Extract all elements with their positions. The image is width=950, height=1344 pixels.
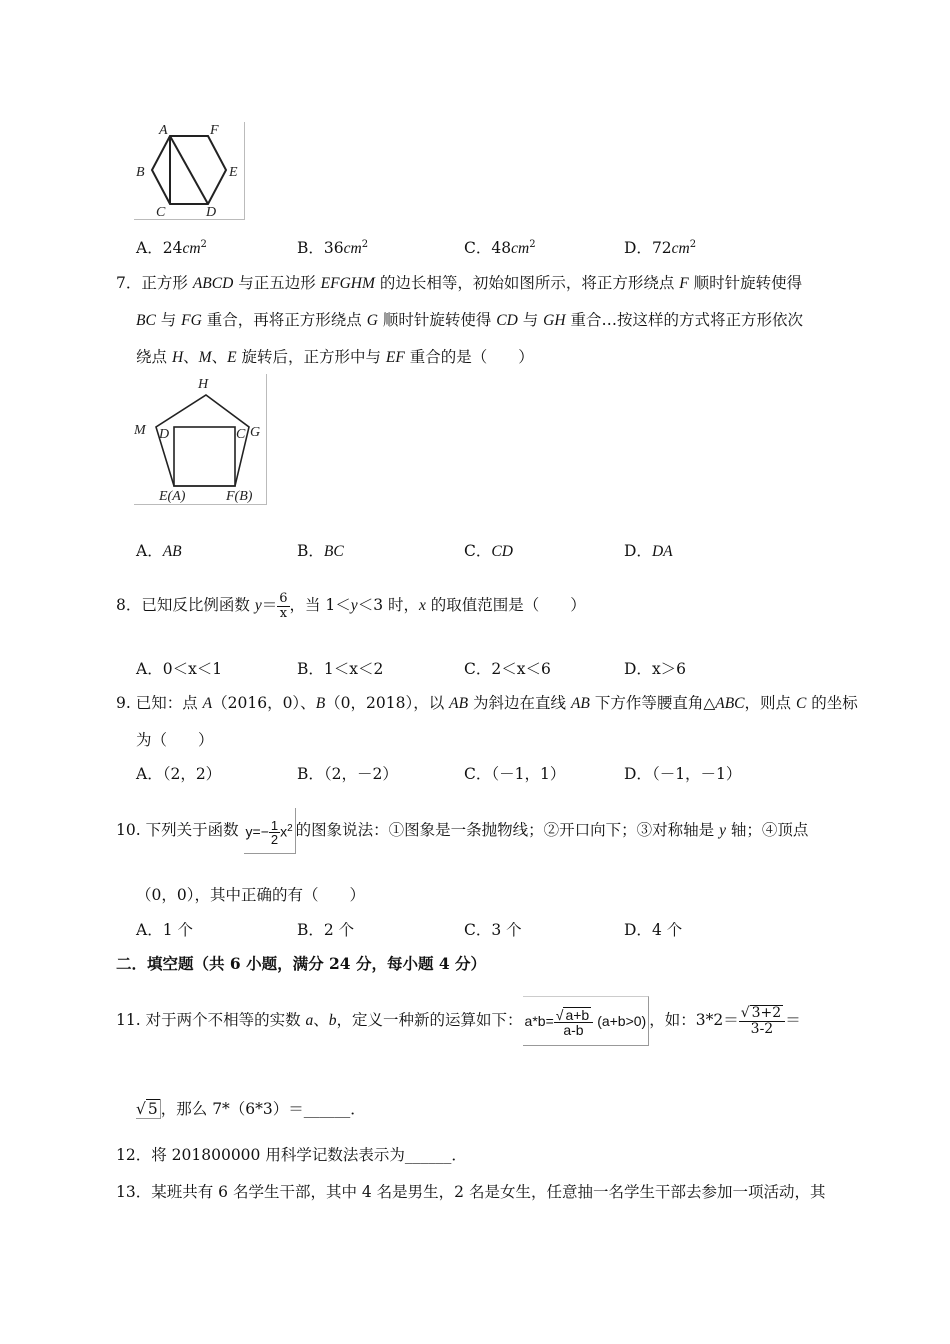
hexagon-diagram xyxy=(134,122,244,219)
label-EA: E(A) xyxy=(159,489,186,504)
hexagon-figure xyxy=(134,122,245,220)
q11-line2: √ 5 ，那么 7*（6*3）＝______． xyxy=(136,1097,366,1119)
q7-option-a[interactable]: A．AB xyxy=(136,542,182,560)
q10-line2: （0，0），其中正确的有（ ） xyxy=(136,886,365,904)
pentagon-square-diagram xyxy=(134,374,266,504)
q7-line1: 7．正方形 ABCD 与正五边形 EFGHM 的边长相等，初始如图所示，将正方形绕点 F 顺时针旋转使得 xyxy=(116,274,803,292)
section-heading: 二．填空题（共 6 小题，满分 24 分，每小题 4 分） xyxy=(116,954,487,973)
q7-line2: BC 与 FG 重合，再将正方形绕点 G 顺时针旋转使得 CD 与 GH 重合…按这样的方式将正方形依次 xyxy=(136,311,803,329)
q9-option-c[interactable]: C．（－1，1） xyxy=(464,765,566,783)
label-E: E xyxy=(229,165,238,180)
q11-example-fraction: √ $\frac{3+2}{3-2}$ xyxy=(739,1005,785,1036)
label-A: A xyxy=(159,123,168,138)
q7-option-c[interactable]: C．CD xyxy=(464,542,513,560)
q8-option-c[interactable]: C．2＜x＜6 xyxy=(464,660,551,678)
label-G: G xyxy=(250,425,261,440)
label-D: D xyxy=(159,427,170,442)
sqrt-icon xyxy=(136,1100,146,1118)
q8-stem: 8．已知反比例函数 y＝ $\frac{6}{x}$ ，当 1＜y＜3 时，x 的取值范围是（ ） xyxy=(116,590,586,621)
q7-option-b[interactable]: B．BC xyxy=(297,542,344,560)
q11-definition-formula: a*b= √ $\frac{a+b}{a-b}$ (a+b>0) xyxy=(523,996,650,1046)
q11-line1: 11. 对于两个不相等的实数 a、b，定义一种新的运算如下： a*b= √ $\frac{a+b}{a-b}$ (a+b>0) ，如：3*2＝ √ $\frac{3+2}{3-2}$ ＝ xyxy=(116,996,801,1046)
q6-option-c[interactable]: C．$48cm^2$ xyxy=(464,238,536,257)
q10-formula: y=− $\frac{1}{2}$ $x^2$ xyxy=(244,808,296,854)
q6-option-d[interactable]: D．$72cm^2$ xyxy=(624,238,697,257)
pentagon-square-figure xyxy=(134,374,267,505)
label-FB: F(B) xyxy=(226,489,253,504)
q7-option-d[interactable]: D．DA xyxy=(624,542,673,560)
label-C: C xyxy=(236,427,246,442)
sqrt-icon xyxy=(556,1007,564,1023)
q10-line1: 10. 下列关于函数 y=− $\frac{1}{2}$ $x^2$ 的图象说法：①图象是一条抛物线；②开口向下；③对称轴是 y 轴；④顶点 xyxy=(116,808,808,854)
sqrt-icon xyxy=(741,1005,750,1021)
q9-option-b[interactable]: B．（2，－2） xyxy=(297,765,398,783)
q10-option-b[interactable]: B．2 个 xyxy=(297,921,355,939)
q9-line2: 为（ ） xyxy=(136,731,214,749)
label-D: D xyxy=(206,205,217,219)
q10-option-a[interactable]: A．1 个 xyxy=(136,921,193,939)
q9-option-a[interactable]: A．（2，2） xyxy=(136,765,222,783)
q8-fraction: $\frac{6}{x}$ xyxy=(279,590,288,621)
q6-option-b[interactable]: B．$36cm^2$ xyxy=(297,238,369,257)
q9-line1: 9. 已知：点 A（2016，0）、B（0，2018），以 AB 为斜边在直线 AB 下方作等腰直角△ABC，则点 C 的坐标 xyxy=(116,694,858,712)
q8-option-b[interactable]: B．1＜x＜2 xyxy=(297,660,384,678)
q10-option-c[interactable]: C．3 个 xyxy=(464,921,522,939)
q8-option-a[interactable]: A．0＜x＜1 xyxy=(136,660,223,678)
q7-line3: 绕点 H、M、E 旋转后，正方形中与 EF 重合的是（ ） xyxy=(136,348,534,366)
q9-option-d[interactable]: D．（－1，－1） xyxy=(624,765,742,783)
q8-option-d[interactable]: D．x＞6 xyxy=(624,660,687,678)
label-F: F xyxy=(210,123,219,138)
label-C: C xyxy=(156,205,166,219)
q12-text: 12．将 201800000 用科学记数法表示为______． xyxy=(116,1146,467,1164)
q6-option-a[interactable]: A．$24cm^2$ xyxy=(136,238,207,257)
q10-option-d[interactable]: D．4 个 xyxy=(624,921,683,939)
q13-text: 13．某班共有 6 名学生干部，其中 4 名是男生，2 名是女生，任意抽一名学生干部去参加一项活动，其 xyxy=(116,1183,826,1201)
label-M: M xyxy=(134,423,146,438)
label-B: B xyxy=(136,165,145,180)
label-H: H xyxy=(198,377,209,392)
